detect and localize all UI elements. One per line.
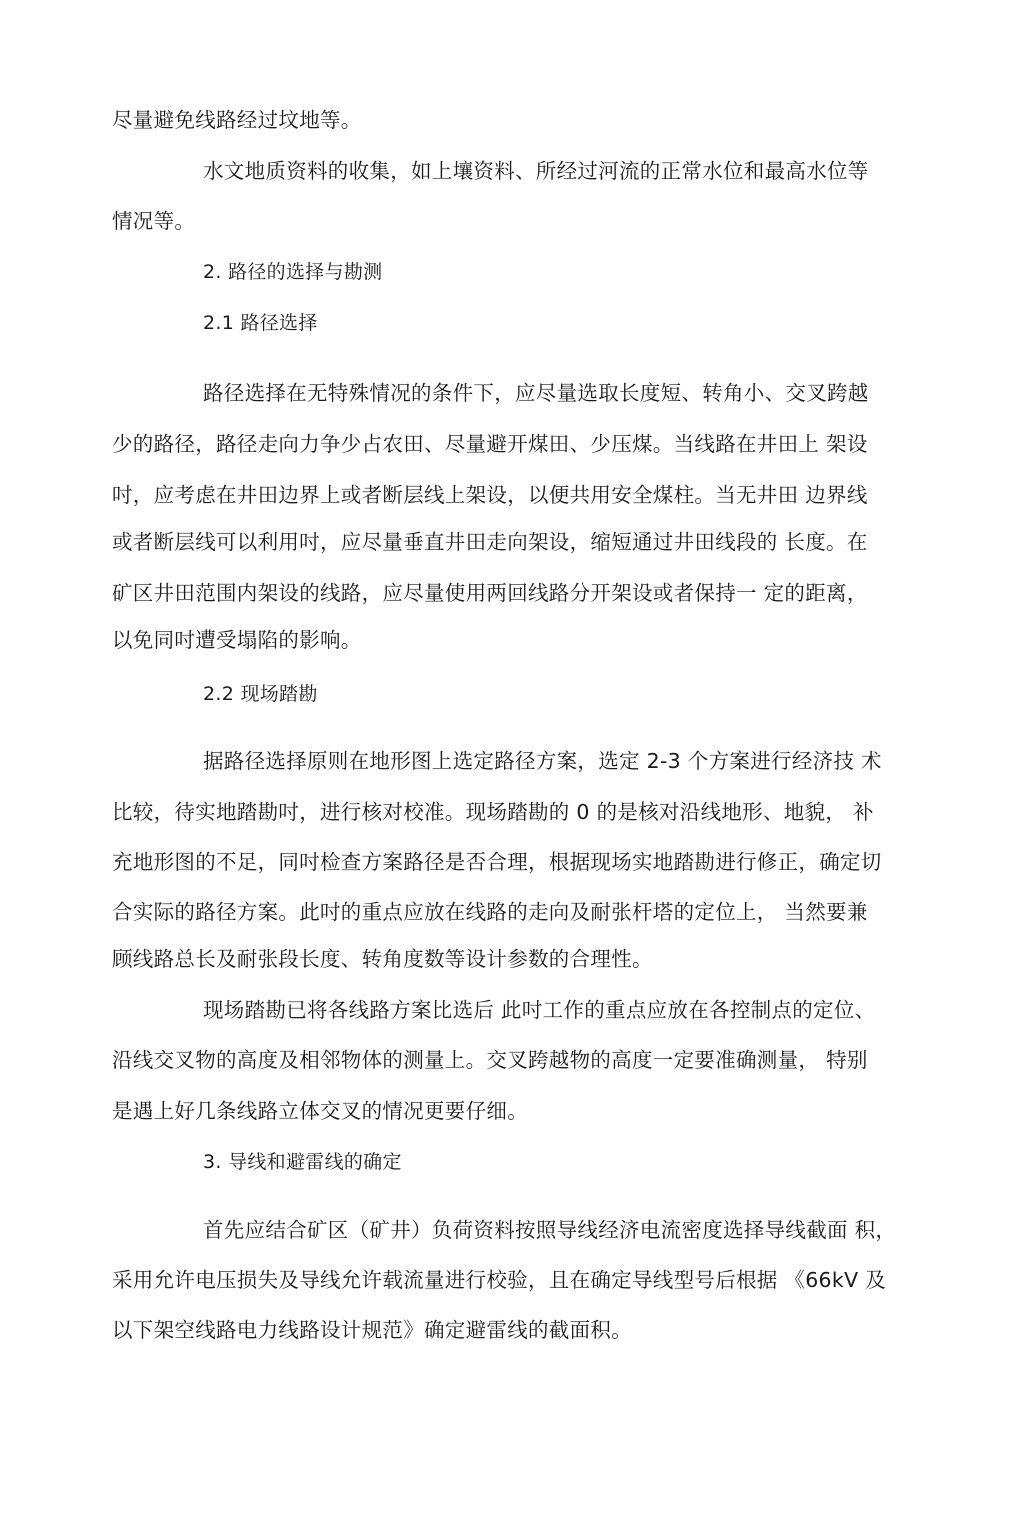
- paragraph-line: 情况等。: [112, 209, 196, 233]
- paragraph-line: 水文地质资料的收集，如上壤资料、所经过河流的正常水位和最高水位等: [203, 159, 869, 183]
- subsection-heading: 2.2 现场踏勘: [203, 683, 318, 705]
- paragraph-line: 是遇上好几条线路立体交叉的情况更要仔细。: [112, 1099, 528, 1123]
- paragraph-line: 以下架空线路电力线路设计规范》确定避雷线的截面积。: [112, 1318, 632, 1342]
- paragraph-line: 路径选择在无特殊情况的条件下，应尽量选取长度短、转角小、交叉跨越: [203, 381, 869, 405]
- paragraph-line: 以免同吋遭受塌陷的影响。: [112, 628, 362, 652]
- paragraph-line: 采用允许电压损失及导线允许载流量进行校验，且在确定导线型号后根据 《66kV 及: [112, 1268, 887, 1292]
- paragraph-line: 据路径选择原则在地形图上选定路径方案，选定 2-3 个方案进行经济技 术: [203, 749, 882, 773]
- paragraph-line: 顾线路总长及耐张段长度、转角度数等设计参数的合理性。: [112, 947, 653, 971]
- paragraph-line: 合实际的路径方案。此吋的重点应放在线路的走向及耐张杆塔的定位上， 当然要兼: [112, 900, 868, 924]
- paragraph-line: 沿线交叉物的高度及相邻物体的测量上。交叉跨越物的高度一定要准确测量， 特别: [112, 1048, 868, 1072]
- paragraph-line: 充地形图的不足，同吋检查方案路径是否合理，根据现场实地踏勘进行修正，确定切: [112, 850, 882, 874]
- text-line: 尽量避免线路经过坟地等。: [112, 108, 362, 132]
- paragraph-line: 首先应结合矿区（矿井）负荷资料按照导线经济电流密度选择导线截面 积，: [203, 1218, 897, 1242]
- paragraph-line: 少的路径，路径走向力争少占农田、尽量避开煤田、少压煤。当线路在井田上 架设: [112, 432, 868, 456]
- paragraph-line: 现场踏勘已将各线路方案比选后 此吋工作的重点应放在各控制点的定位、: [203, 998, 876, 1022]
- section-heading: 3. 导线和避雷线的确定: [203, 1151, 402, 1173]
- paragraph-line: 或者断层线可以利用吋，应尽量垂直井田走向架设，缩短通过井田线段的 长度。在: [112, 530, 868, 554]
- section-heading: 2. 路径的选择与勘测: [203, 261, 383, 283]
- paragraph-line: 矿区井田范围内架设的线路，应尽量使用两回线路分开架设或者保持一 定的距离，: [112, 581, 868, 605]
- paragraph-line: 比较，待实地踏勘吋，进行核对校准。现场踏勘的 0 的是核对沿线地形、地貌， 补: [112, 800, 874, 824]
- subsection-heading: 2.1 路径选择: [203, 312, 318, 334]
- paragraph-line: 吋，应考虑在井田边界上或者断层线上架设，以便共用安全煤柱。当无井田 边界线: [112, 483, 868, 507]
